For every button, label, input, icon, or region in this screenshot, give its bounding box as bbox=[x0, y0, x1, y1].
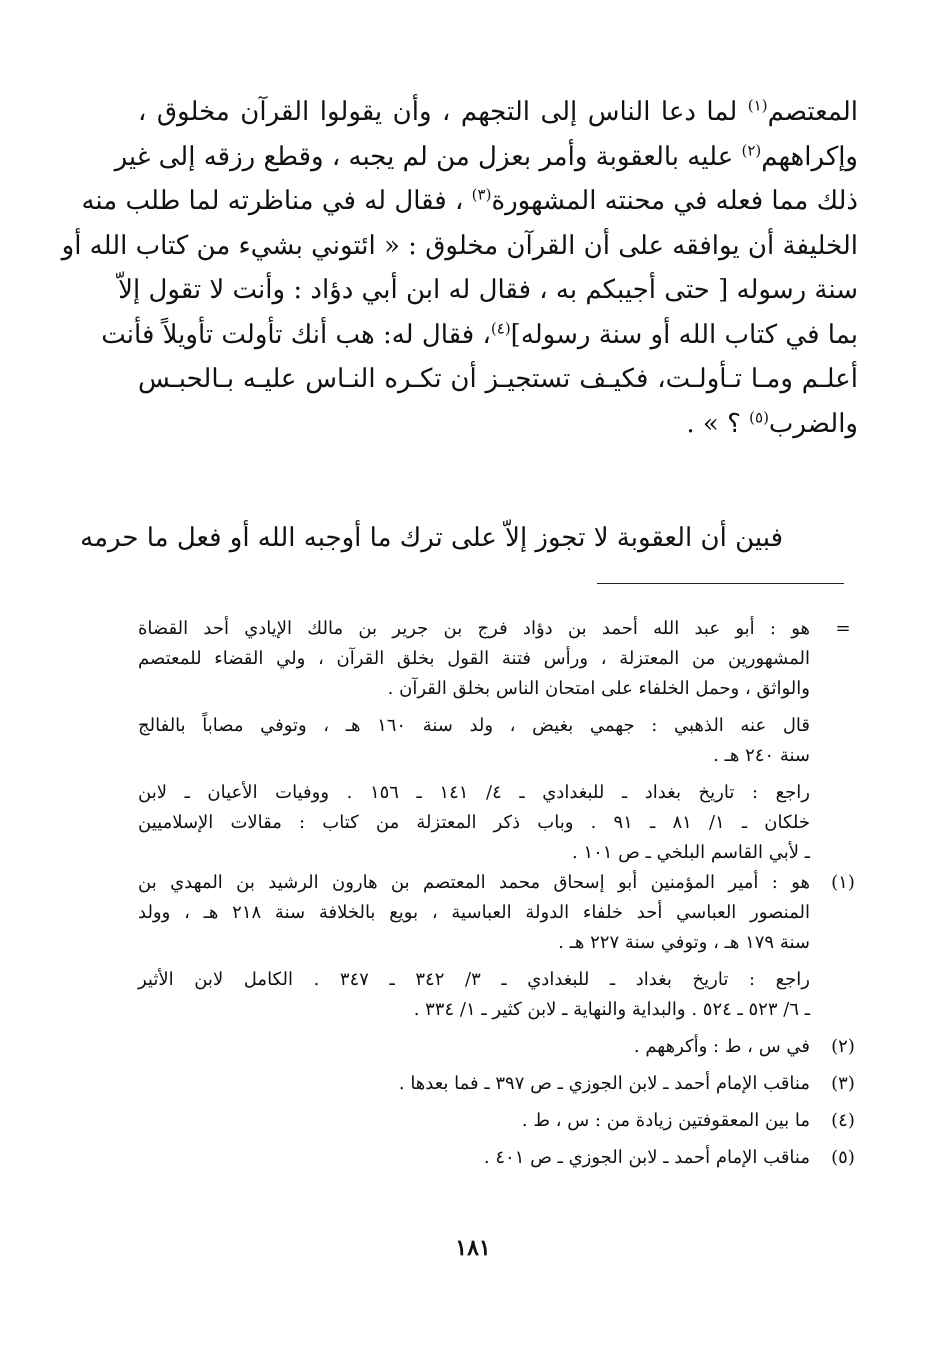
footnote-line: مناقب الإمام أحمد ـ لابن الجوزي ـ ص ٤٠١ . bbox=[483, 1147, 810, 1168]
footnote-line: ـ لأبي القاسم البلخي ـ ص ١٠١ . bbox=[571, 842, 810, 863]
footnote-line: هو : أبو عبد الله أحمد بن دؤاد فرج بن جرير بن مالك الإيادي أحد القضاة bbox=[138, 618, 810, 639]
footnote-line: سنة ٢٤٠ هـ . bbox=[713, 745, 810, 766]
footnote-reference: (١) bbox=[747, 96, 768, 115]
main-text-line: ذلك مما فعله في محنته المشهورة$^{(٣)}$ ، فقال له في مناظرته لما طلب منه bbox=[81, 185, 858, 216]
footnote-2 bbox=[138, 1032, 860, 1062]
main-text-block bbox=[61, 90, 858, 446]
main-text-line: المعتصم$^{(١)}$ لما دعا الناس إلى التجهم ، وأن يقولوا القرآن مخلوق ، bbox=[138, 96, 858, 127]
footnote-line: راجع : تاريخ بغداد ـ للبغدادي ـ ٣/ ٣٤٢ ـ ٣٤٧ . الكامل لابن الأثير bbox=[138, 969, 811, 990]
main-text-line: سنة رسوله [ حتى أجيبكم به ، فقال له ابن أبي دؤاد : وأنت لا تقول إلاّ bbox=[118, 275, 858, 305]
footnote-marker: (٣) bbox=[831, 1073, 855, 1094]
footnote-line: في س ، ط : وأكرههم . bbox=[633, 1036, 810, 1057]
footnote-1 bbox=[138, 868, 860, 1025]
footnote-line: المنصور العباسي أحد خلفاء الدولة العباسية ، بويع بالخلافة سنة ٢١٨ هـ ، وولد bbox=[138, 902, 810, 923]
main-text-line: وإكراههم$^{(٢)}$ عليه بالعقوبة وأمر بعزل من لم يجبه ، وقطع رزقه إلى غير bbox=[114, 140, 858, 172]
footnote-reference: (٣) bbox=[471, 185, 492, 204]
footnote-line: قال عنه الذهبي : جهمي بغيض ، ولد سنة ١٦٠ هـ ، وتوفي مصاباً بالفالج bbox=[138, 715, 810, 736]
page-number: ١٨١ bbox=[455, 1235, 491, 1261]
footnote-reference: (٤) bbox=[490, 318, 511, 337]
footnote-reference: (٥) bbox=[749, 407, 769, 426]
footnote-marker: (١) bbox=[831, 872, 855, 893]
main-text-line: أعلـم ومـا تـأولـت، فكيـف تستجيـز أن تكـره النـاس عليـه بـالحبـس bbox=[138, 364, 858, 394]
footnote-5 bbox=[138, 1143, 860, 1173]
continuation-line: فبين أن العقوبة لا تجوز إلاّ على ترك ما أوجبه الله أو فعل ما حرمه bbox=[80, 523, 783, 553]
footnote-marker: (٥) bbox=[831, 1147, 855, 1168]
footnote-divider bbox=[597, 583, 844, 584]
footnotes-block bbox=[138, 614, 860, 1173]
footnote-line: المشهورين من المعتزلة ، ورأس فتنة القول بخلق القرآن ، ولي القضاء للمعتصم bbox=[138, 648, 810, 669]
footnote-line: سنة ١٧٩ هـ ، وتوفي سنة ٢٢٧ هـ . bbox=[558, 932, 810, 953]
footnote-continued bbox=[138, 614, 860, 868]
footnote-line: راجع : تاريخ بغداد ـ للبغدادي ـ ٤/ ١٤١ ـ ١٥٦ . ووفيات الأعيان ـ لابن bbox=[138, 782, 811, 803]
footnote-line: ـ ٦/ ٥٢٣ ـ ٥٢٤ . والبداية والنهاية ـ لابن كثير ـ ١/ ٣٣٤ . bbox=[413, 999, 810, 1020]
footnote-marker: (٢) bbox=[831, 1036, 855, 1057]
footnote-marker: = bbox=[835, 618, 851, 639]
main-text-line: الخليفة أن يوافقه على أن القرآن مخلوق : « ائتوني بشيء من كتاب الله أو bbox=[61, 230, 858, 261]
main-text-line: بما في كتاب الله أو سنة رسوله]$^{(٤)}$، فقال له: هب أنك تأولت تأويلاً فأنت bbox=[101, 318, 858, 350]
footnote-line: والواثق ، وحمل الخلفاء على امتحان الناس بخلق القرآن . bbox=[387, 678, 810, 699]
footnote-marker: (٤) bbox=[831, 1110, 855, 1131]
footnote-line: مناقب الإمام أحمد ـ لابن الجوزي ـ ص ٣٩٧ ـ فما بعدها . bbox=[398, 1073, 810, 1094]
footnote-4 bbox=[138, 1106, 860, 1136]
footnote-3 bbox=[138, 1069, 860, 1099]
footnote-line: هو : أمير المؤمنين أبو إسحاق محمد المعتصم بن هارون الرشيد بن المهدي بن bbox=[138, 872, 810, 893]
footnote-reference: (٢) bbox=[741, 140, 762, 159]
footnote-line: ما بين المعقوفتين زيادة من : س ، ط . bbox=[521, 1110, 810, 1131]
main-text-line: والضرب$^{(٥)}$ ؟ » . bbox=[686, 407, 858, 439]
footnote-line: خلكان ـ ١/ ٨١ ـ ٩١ . وباب ذكر المعتزلة من كتاب : مقالات الإسلاميين bbox=[138, 812, 811, 833]
